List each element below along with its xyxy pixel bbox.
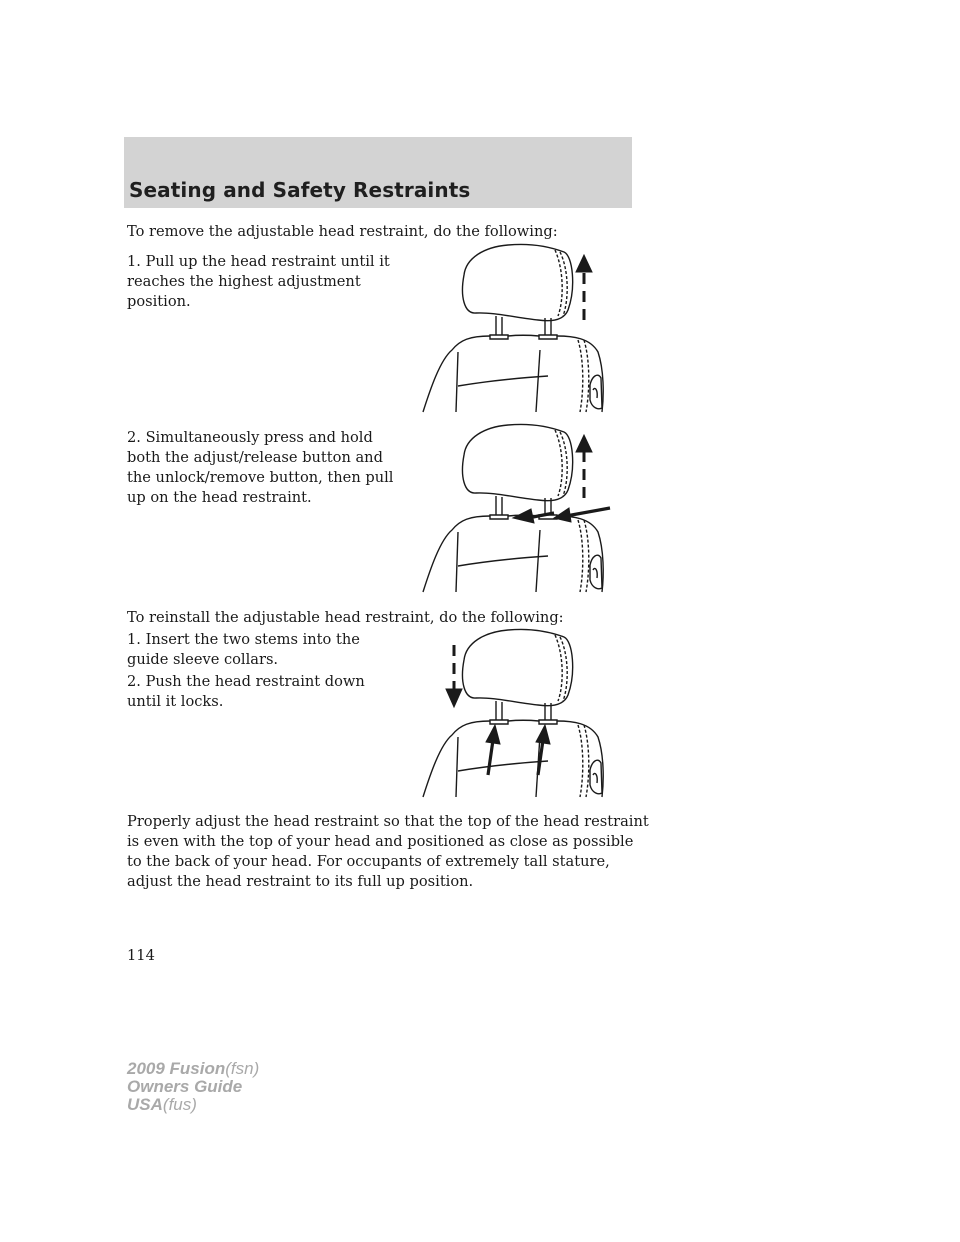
illustration-pull-up — [418, 240, 618, 415]
reinstall-intro: To reinstall the adjustable head restraint, do the following: — [127, 609, 564, 626]
footer-line-guide: Owners Guide — [127, 1077, 243, 1096]
remove-intro: To remove the adjustable head restraint, do the following: — [127, 223, 558, 240]
page-number: 114 — [127, 947, 155, 964]
document-footer — [127, 1060, 259, 1114]
footer-line-model: 2009 Fusion(fsn) — [127, 1059, 260, 1078]
section-header — [124, 137, 632, 208]
illustration-push-down — [418, 625, 618, 800]
remove-step-2: 2. Simultaneously press and hold both the adjust/release button and the unlock/remove button, then pull up on the head restraint. — [127, 429, 394, 506]
footer-line-market: USA(fus) — [127, 1095, 197, 1114]
section-title: Seating and Safety Restraints — [129, 178, 471, 202]
closing-paragraph: Properly adjust the head restraint so that the top of the head restraint is even with the top of your head and positioned as close as possible to the back of your head. For occupants of extremely tall stature, adjust the head restraint to its full up position. — [127, 813, 649, 890]
remove-step-1: 1. Pull up the head restraint until it reaches the highest adjustment position. — [127, 253, 390, 310]
reinstall-step-1: 1. Insert the two stems into the guide sleeve collars. — [127, 631, 360, 668]
illustration-press-buttons — [418, 420, 618, 595]
reinstall-step-2: 2. Push the head restraint down until it locks. — [127, 673, 365, 710]
